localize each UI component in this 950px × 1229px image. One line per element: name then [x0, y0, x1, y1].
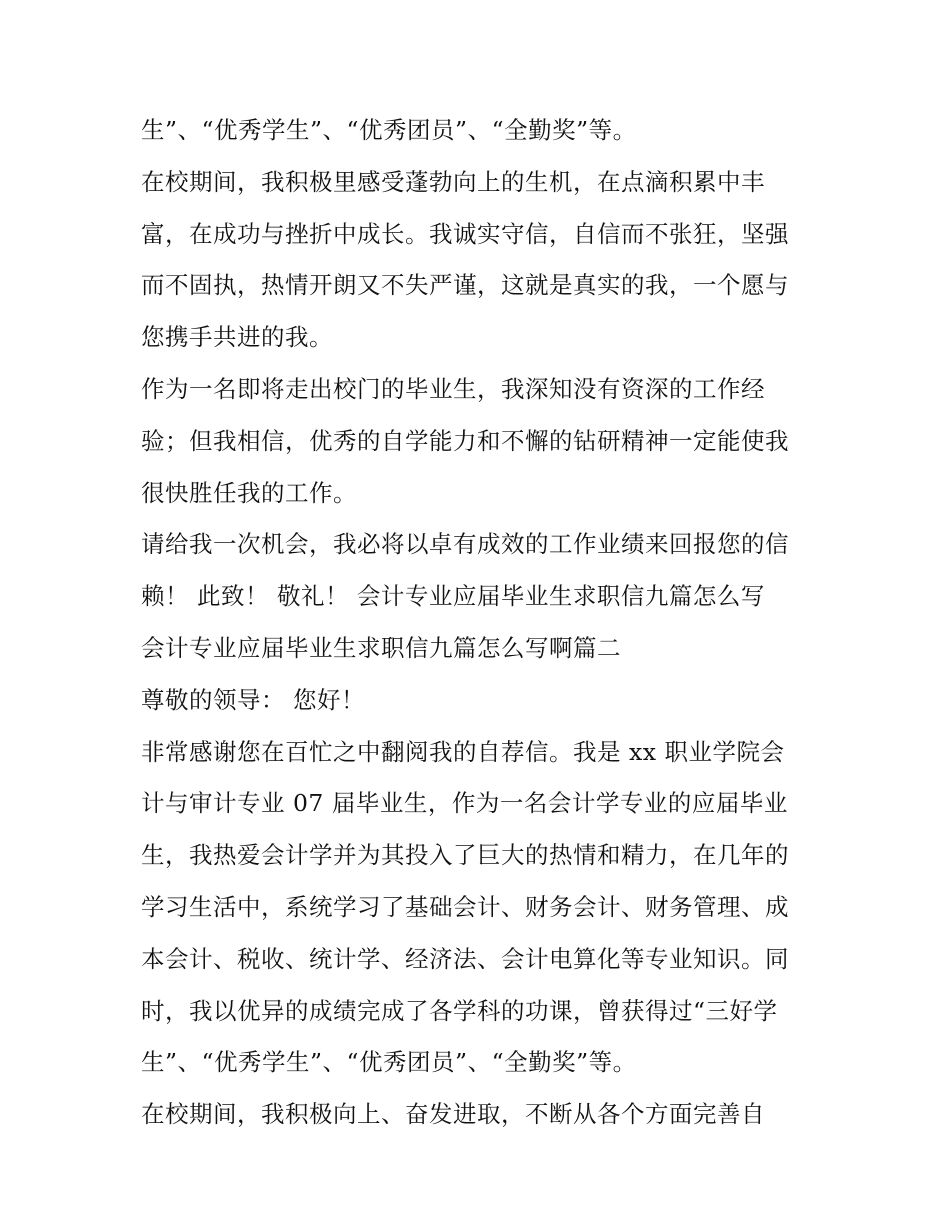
- text-line: 在校期间，我积极里感受蓬勃向上的生机，在点滴积累中丰: [141, 167, 765, 196]
- document-body: [141, 105, 821, 1141]
- text-line: 在校期间，我积极向上、奋发进取，不断从各个方面完善自: [141, 1100, 765, 1129]
- text-line: 本会计、税收、统计学、经济法、会计电算化等专业知识。同: [141, 944, 789, 973]
- text-line: 学习生活中，系统学习了基础会计、财务会计、财务管理、成: [141, 892, 789, 921]
- text-line: 而不固执，热情开朗又不失严谨，这就是真实的我，一个愿与: [141, 271, 789, 300]
- text-line: 时，我以优异的成绩完成了各学科的功课，曾获得过“三好学: [141, 996, 778, 1025]
- text-line: 生”、“优秀学生”、“优秀团员”、“全勤奖”等。: [141, 1048, 637, 1077]
- text-line: 作为一名即将走出校门的毕业生，我深知没有资深的工作经: [141, 374, 765, 403]
- text-line: 生”、“优秀学生”、“优秀团员”、“全勤奖”等。: [141, 116, 637, 144]
- text-line: 计与审计专业 07 届毕业生，作为一名会计学专业的应届毕业: [141, 789, 788, 818]
- text-line: 会计专业应届毕业生求职信九篇怎么写啊篇二: [141, 633, 621, 662]
- text-line: 验；但我相信，优秀的自学能力和不懈的钻研精神一定能使我: [141, 426, 789, 455]
- text-line: 非常感谢您在百忙之中翻阅我的自荐信。我是 xx 职业学院会: [141, 737, 785, 766]
- text-line: 赖！ 此致！ 敬礼！ 会计专业应届毕业生求职信九篇怎么写: [141, 582, 765, 611]
- text-line: 您携手共进的我。: [141, 323, 333, 352]
- text-line: 很快胜任我的工作。: [141, 478, 357, 507]
- text-line: 尊敬的领导： 您好！: [141, 685, 365, 714]
- text-line: 请给我一次机会，我必将以卓有成效的工作业绩来回报您的信: [141, 530, 789, 559]
- text-line: 富，在成功与挫折中成长。我诚实守信，自信而不张狂，坚强: [141, 219, 789, 248]
- text-line: 生，我热爱会计学并为其投入了巨大的热情和精力，在几年的: [141, 841, 789, 870]
